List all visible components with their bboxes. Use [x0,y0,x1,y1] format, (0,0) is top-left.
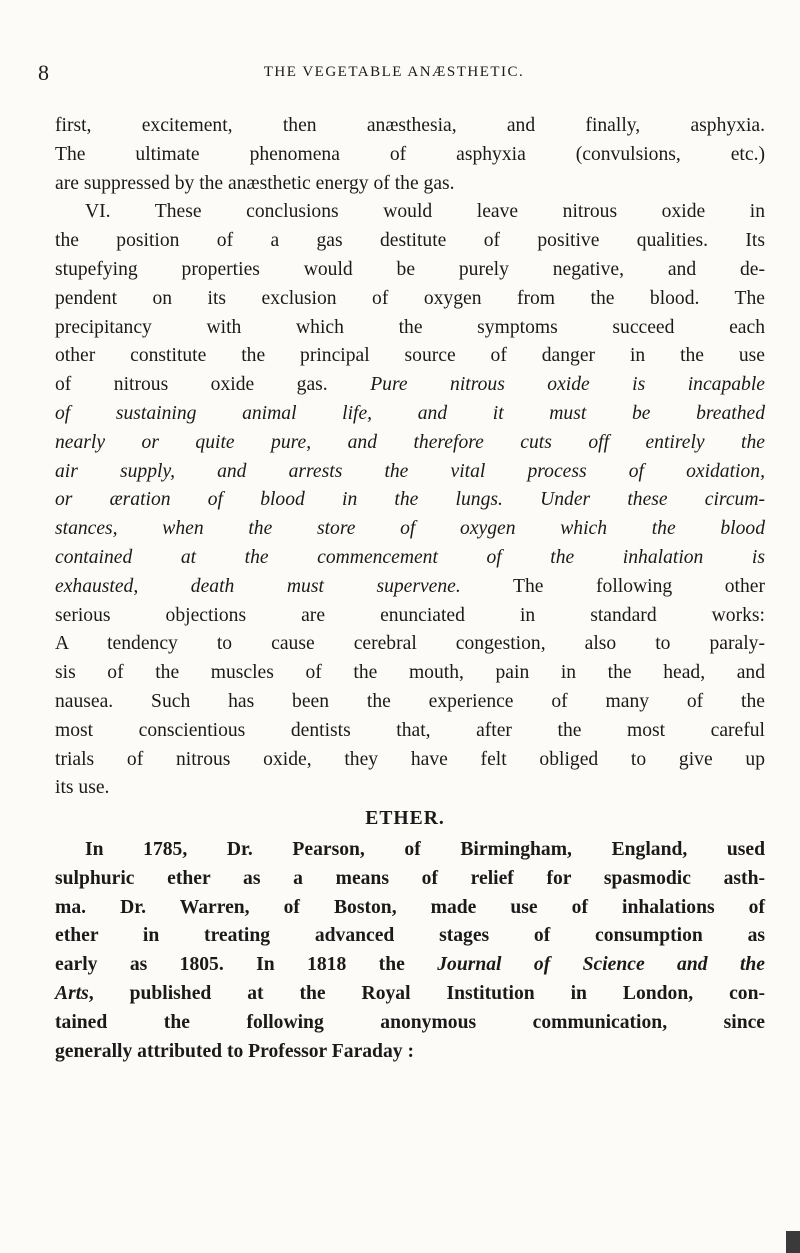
text-run: of nitrous oxide gas. [55,374,328,396]
page-edge-mark [786,1231,800,1253]
running-title: THE VEGETABLE ANÆSTHETIC. [263,64,525,80]
text-line-mixed [55,951,765,980]
text-line: sis of the muscles of the mouth, pain in the head, and [55,662,765,684]
text-line: generally attributed to Professor Faraday : [55,1040,414,1062]
italic-run: contained at the commencement of the inhalation is [55,546,765,568]
italic-line [55,429,765,458]
page-number: 8 [38,60,49,85]
text-line: trials of nitrous oxide, they have felt obliged to give up [55,748,765,770]
italic-run: stances, when the store of oxygen which the blood [55,518,765,540]
text-line: precipitancy with which the symptoms succeed each [55,316,765,338]
section-heading: ETHER. [365,808,445,830]
text-line-mixed [55,371,765,400]
italic-line [55,515,765,544]
text-line: ether in treating advanced stages of consumption as [55,925,765,947]
text-line: are suppressed by the anæsthetic energy of the gas. [55,172,455,194]
text-line: first, excitement, then anæsthesia, and finally, asphyxia. [55,115,765,136]
text-run: early as 1805. In 1818 the [55,954,405,976]
ether-paragraph [55,836,765,1066]
text-line: ma. Dr. Warren, of Boston, made use of inhalations of [55,896,765,918]
text-line: its use. [55,777,110,799]
text-line: the position of a gas destitute of positive qualities. Its [55,230,765,252]
body-text [55,112,765,1066]
text-line: The ultimate phenomena of asphyxia (convulsions, etc.) [55,143,765,165]
italic-line [55,544,765,573]
italic-run: nearly or quite pure, and therefore cuts off entirely the [55,431,765,453]
italic-run: of sustaining animal life, and it must be breathed [55,402,765,424]
page-header [38,60,750,86]
text-line-mixed [55,573,765,602]
text-line: stupefying properties would be purely negative, and de- [55,258,765,280]
text-line: VI. These conclusions would leave nitrous oxide in [85,201,765,223]
text-line: sulphuric ether as a means of relief for spasmodic asth- [55,867,765,889]
italic-run: exhausted, death must supervene. [55,575,461,597]
text-line: most conscientious dentists that, after the most careful [55,719,765,741]
italic-line [55,400,765,429]
italic-run: Pure nitrous oxide is incapable [370,374,765,396]
text-line: pendent on its exclusion of oxygen from the blood. The [55,287,765,309]
italic-run: or æration of blood in the lungs. Under these circum- [55,489,765,511]
italic-run: air supply, and arrests the vital process of oxidation, [55,460,765,482]
italic-line [55,458,765,487]
text-run: , published at the Royal Institution in London, con- [88,982,765,1004]
italic-line [55,486,765,515]
journal-title: Arts [55,982,89,1004]
text-line: serious objections are enunciated in standard works: [55,604,765,626]
journal-title: Journal of Science and the [437,954,765,976]
text-run: The following other [512,575,765,597]
text-line: A tendency to cause cerebral congestion, also to paraly- [55,633,765,655]
text-line: other constitute the principal source of danger in the use [55,345,765,367]
text-line: nausea. Such has been the experience of many of the [55,690,765,712]
text-line-mixed [55,980,765,1009]
text-line: tained the following anonymous communication, since [55,1011,765,1033]
text-line: In 1785, Dr. Pearson, of Birmingham, England, used [85,838,765,860]
